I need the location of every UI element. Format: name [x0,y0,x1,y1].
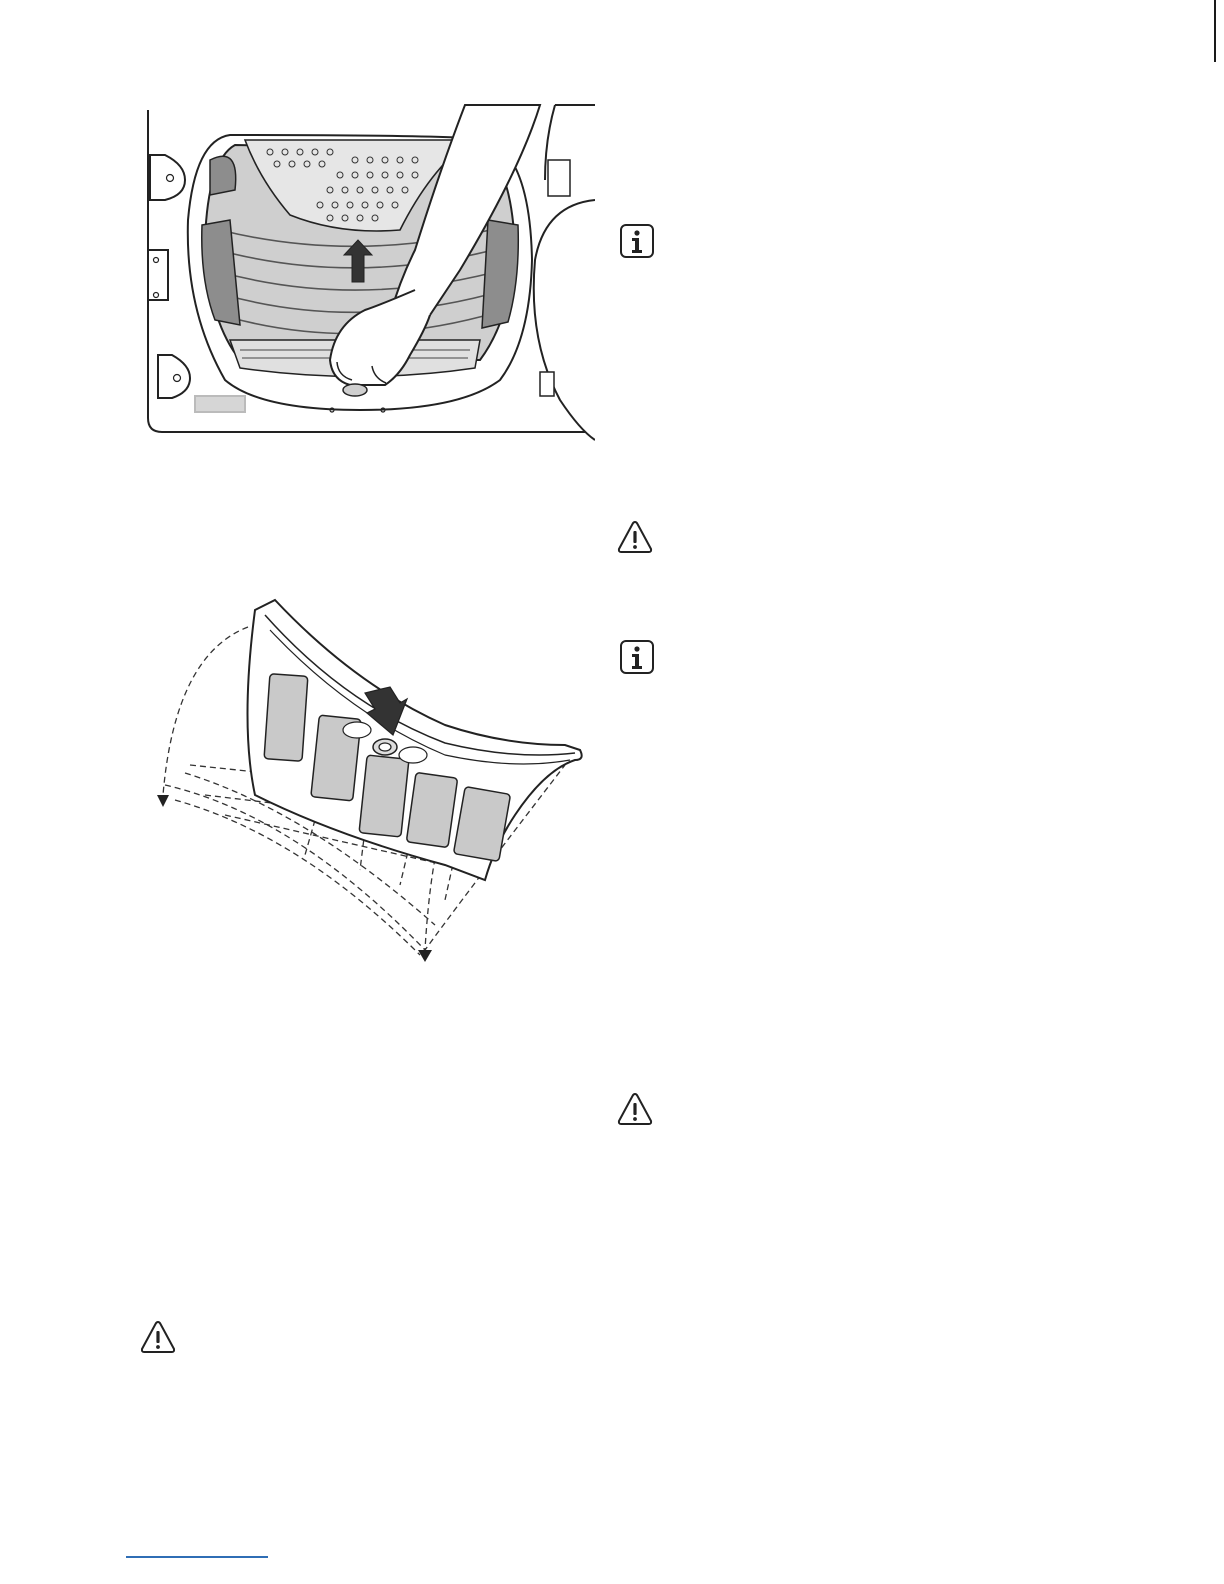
info-icon [618,222,656,260]
warning-icon [616,1090,654,1128]
info-icon [618,638,656,676]
warning-icon [139,1318,177,1356]
filter-open-illustration [145,595,590,970]
dryer-filter-removal-illustration [140,100,595,445]
warning-icon [616,518,654,556]
footer-rule [126,1556,268,1558]
page-edge-mark [1214,0,1216,62]
